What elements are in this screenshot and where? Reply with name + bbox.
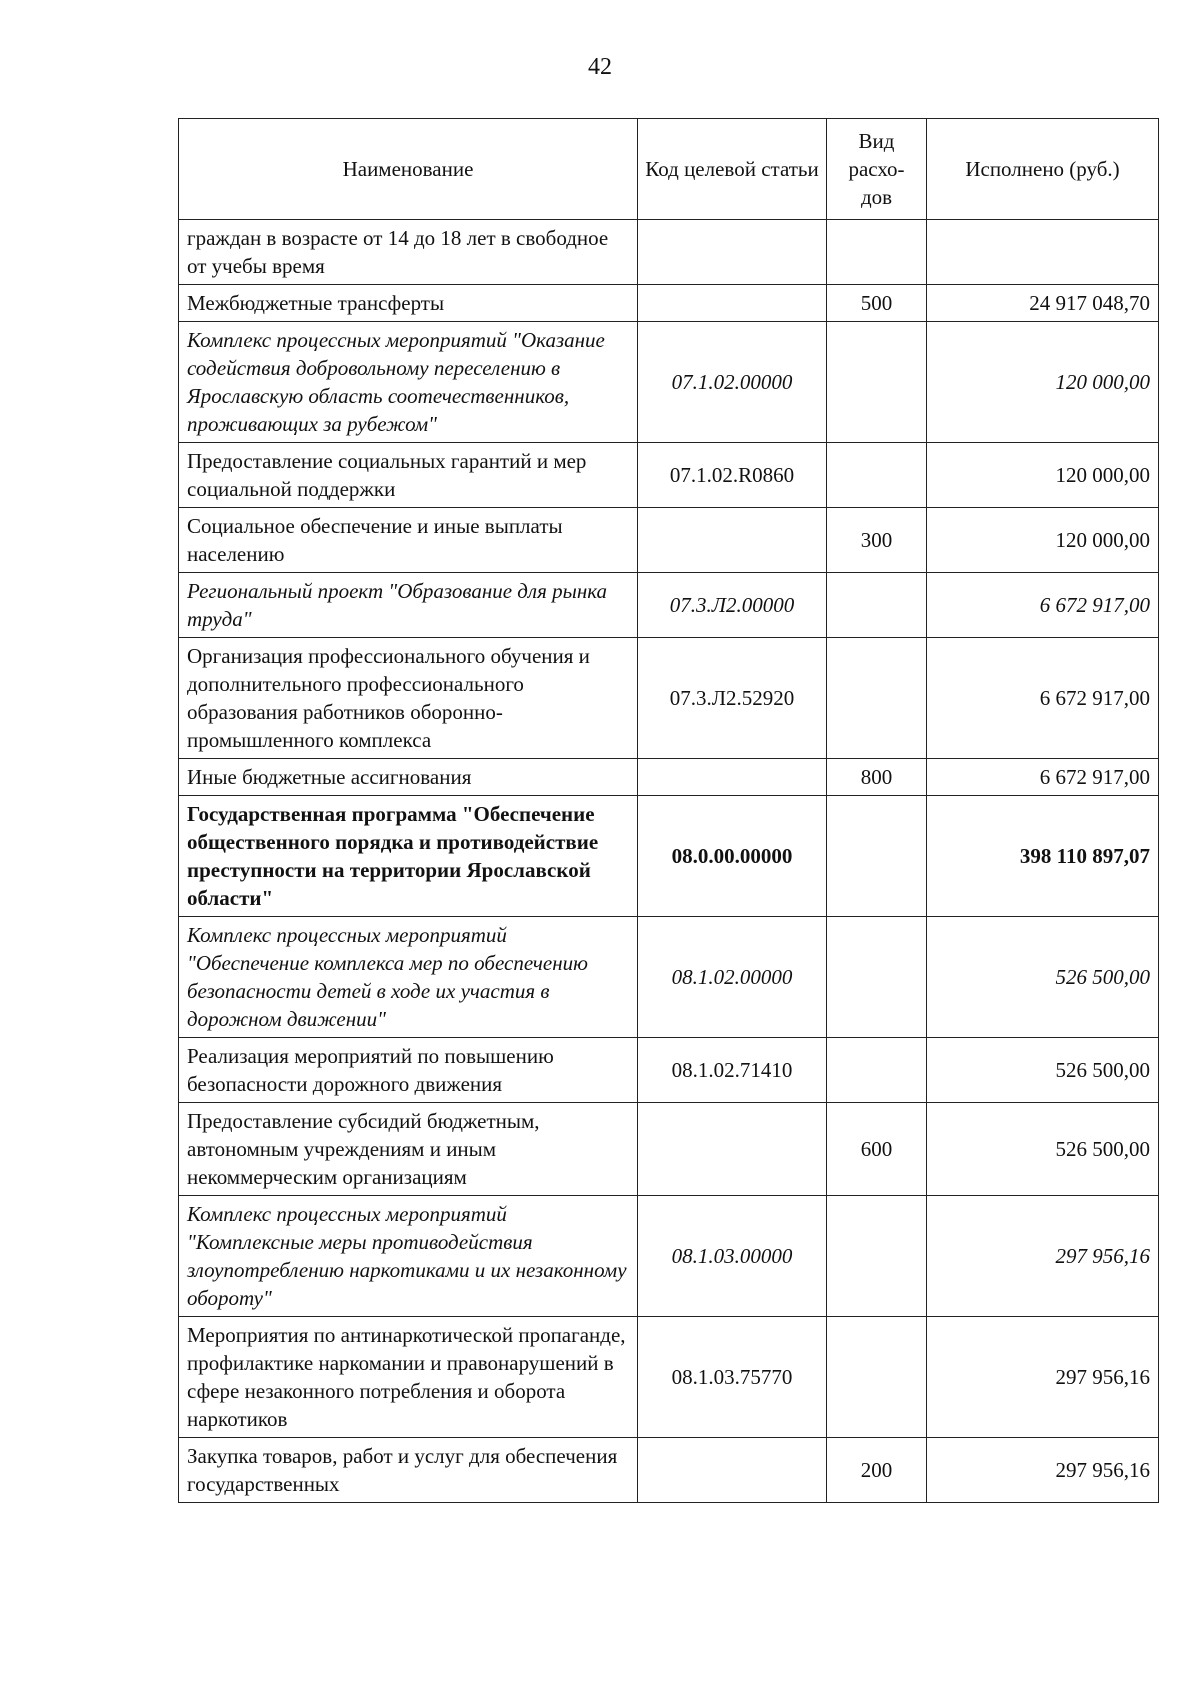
cell-type: 800 <box>827 759 927 796</box>
cell-name: Государственная программа "Обеспечение общественного порядка и противодействие преступности на территории Ярославской области" <box>179 796 638 917</box>
cell-sum: 120 000,00 <box>927 443 1159 508</box>
header-code: Код целевой статьи <box>638 119 827 220</box>
cell-type <box>827 573 927 638</box>
table-row <box>179 322 1159 443</box>
cell-code: 08.1.02.00000 <box>638 917 827 1038</box>
cell-sum: 6 672 917,00 <box>927 759 1159 796</box>
cell-sum: 526 500,00 <box>927 1038 1159 1103</box>
table-row <box>179 917 1159 1038</box>
cell-name: Комплекс процессных мероприятий "Обеспечение комплекса мер по обеспечению безопасности детей в ходе их участия в дорожном движении" <box>179 917 638 1038</box>
cell-code: 07.3.Л2.00000 <box>638 573 827 638</box>
cell-code: 07.3.Л2.52920 <box>638 638 827 759</box>
table-row <box>179 508 1159 573</box>
cell-type: 300 <box>827 508 927 573</box>
table-row <box>179 220 1159 285</box>
cell-type: 200 <box>827 1438 927 1503</box>
cell-name: Региональный проект "Образование для рынка труда" <box>179 573 638 638</box>
cell-name: Реализация мероприятий по повышению безопасности дорожного движения <box>179 1038 638 1103</box>
cell-name: Комплекс процессных мероприятий "Комплексные меры противодействия злоупотреблению наркотиками и их незаконному обороту" <box>179 1196 638 1317</box>
budget-execution-table <box>178 118 1159 1503</box>
table-row <box>179 796 1159 917</box>
cell-sum: 297 956,16 <box>927 1438 1159 1503</box>
cell-type <box>827 796 927 917</box>
cell-code <box>638 1103 827 1196</box>
cell-name: Социальное обеспечение и иные выплаты населению <box>179 508 638 573</box>
cell-sum: 398 110 897,07 <box>927 796 1159 917</box>
header-name: Наименование <box>179 119 638 220</box>
cell-name: Иные бюджетные ассигнования <box>179 759 638 796</box>
cell-code <box>638 759 827 796</box>
cell-code <box>638 285 827 322</box>
cell-name: Организация профессионального обучения и дополнительного профессионального образования работников оборонно-промышленного комплекса <box>179 638 638 759</box>
cell-sum: 120 000,00 <box>927 322 1159 443</box>
cell-type <box>827 443 927 508</box>
cell-sum: 6 672 917,00 <box>927 573 1159 638</box>
cell-type <box>827 638 927 759</box>
header-type: Вид расхо-дов <box>827 119 927 220</box>
cell-code: 08.1.03.00000 <box>638 1196 827 1317</box>
header-sum: Исполнено (руб.) <box>927 119 1159 220</box>
cell-code: 07.1.02.00000 <box>638 322 827 443</box>
cell-sum: 6 672 917,00 <box>927 638 1159 759</box>
table-row <box>179 285 1159 322</box>
table-row <box>179 638 1159 759</box>
cell-code: 08.1.03.75770 <box>638 1317 827 1438</box>
cell-type <box>827 220 927 285</box>
cell-name: Закупка товаров, работ и услуг для обеспечения государственных <box>179 1438 638 1503</box>
table-row <box>179 1196 1159 1317</box>
cell-name: Предоставление субсидий бюджетным, автономным учреждениям и иным некоммерческим организациям <box>179 1103 638 1196</box>
cell-type: 500 <box>827 285 927 322</box>
table-row <box>179 573 1159 638</box>
cell-name: Предоставление социальных гарантий и мер социальной поддержки <box>179 443 638 508</box>
cell-sum: 297 956,16 <box>927 1196 1159 1317</box>
cell-code <box>638 220 827 285</box>
cell-sum: 297 956,16 <box>927 1317 1159 1438</box>
cell-name: граждан в возрасте от 14 до 18 лет в свободное от учебы время <box>179 220 638 285</box>
cell-code <box>638 1438 827 1503</box>
table-row <box>179 1103 1159 1196</box>
table-row <box>179 443 1159 508</box>
cell-type <box>827 322 927 443</box>
cell-type <box>827 917 927 1038</box>
cell-code: 07.1.02.R0860 <box>638 443 827 508</box>
cell-sum: 120 000,00 <box>927 508 1159 573</box>
table-row <box>179 1438 1159 1503</box>
cell-type <box>827 1317 927 1438</box>
cell-name: Межбюджетные трансферты <box>179 285 638 322</box>
cell-code: 08.0.00.00000 <box>638 796 827 917</box>
cell-sum: 526 500,00 <box>927 1103 1159 1196</box>
cell-type <box>827 1038 927 1103</box>
table-row <box>179 1317 1159 1438</box>
table-row <box>179 1038 1159 1103</box>
cell-code <box>638 508 827 573</box>
table-header-row <box>179 119 1159 220</box>
table-row <box>179 759 1159 796</box>
cell-code: 08.1.02.71410 <box>638 1038 827 1103</box>
cell-type <box>827 1196 927 1317</box>
cell-name: Комплекс процессных мероприятий "Оказание содействия добровольному переселению в Ярославскую область соотечественников, проживающих за рубежом" <box>179 322 638 443</box>
cell-sum <box>927 220 1159 285</box>
page-number: 42 <box>588 54 612 80</box>
cell-name: Мероприятия по антинаркотической пропаганде, профилактике наркомании и правонарушений в сфере незаконного потребления и оборота наркотиков <box>179 1317 638 1438</box>
cell-sum: 24 917 048,70 <box>927 285 1159 322</box>
cell-sum: 526 500,00 <box>927 917 1159 1038</box>
cell-type: 600 <box>827 1103 927 1196</box>
